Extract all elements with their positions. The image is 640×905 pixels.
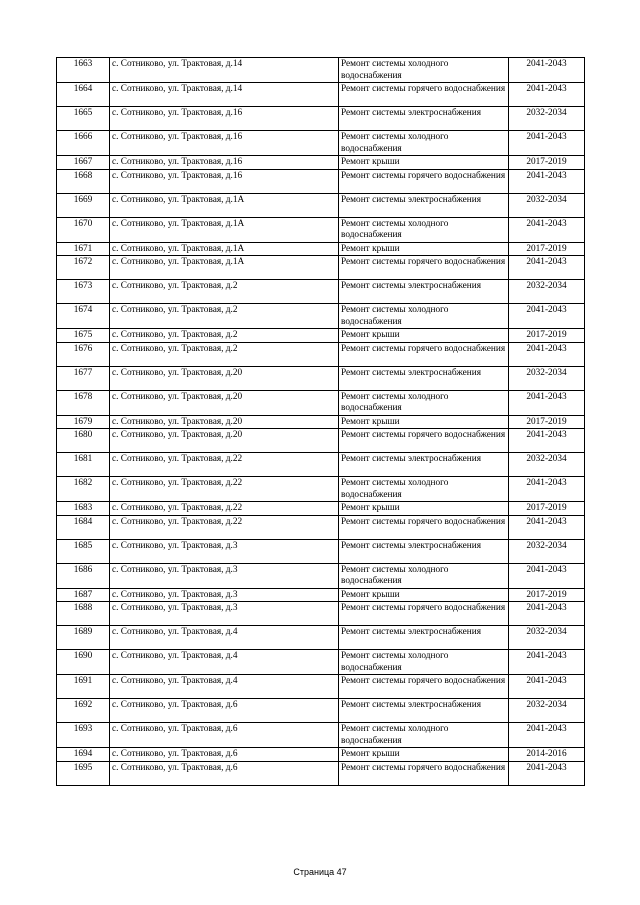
address-cell: с. Сотниково, ул. Трактовая, д.16	[110, 169, 339, 193]
table-row	[57, 602, 585, 626]
period-cell: 2041-2043	[509, 342, 585, 366]
page-number: Страница 47	[293, 867, 347, 877]
address-cell: с. Сотниково, ул. Трактовая, д.22	[110, 453, 339, 477]
address-cell: с. Сотниково, ул. Трактовая, д.16	[110, 107, 339, 131]
work-type-cell: Ремонт системы холодного водоснабжения	[339, 58, 509, 83]
period-cell: 2041-2043	[509, 723, 585, 748]
period-cell: 2032-2034	[509, 280, 585, 304]
period-cell: 2017-2019	[509, 588, 585, 602]
address-cell: с. Сотниково, ул. Трактовая, д.3	[110, 539, 339, 563]
work-type-cell: Ремонт системы горячего водоснабжения	[339, 83, 509, 107]
period-cell: 2041-2043	[509, 429, 585, 453]
period-cell: 2041-2043	[509, 83, 585, 107]
row-number-cell: 1675	[57, 329, 110, 343]
address-cell: с. Сотниково, ул. Трактовая, д.3	[110, 563, 339, 588]
row-number-cell: 1685	[57, 539, 110, 563]
row-number-cell: 1690	[57, 650, 110, 675]
row-number-cell: 1677	[57, 366, 110, 390]
address-cell: с. Сотниково, ул. Трактовая, д.3	[110, 588, 339, 602]
period-cell: 2032-2034	[509, 193, 585, 217]
work-type-cell: Ремонт системы горячего водоснабжения	[339, 515, 509, 539]
work-type-cell: Ремонт крыши	[339, 415, 509, 429]
row-number-cell: 1682	[57, 477, 110, 502]
address-cell: с. Сотниково, ул. Трактовая, д.6	[110, 723, 339, 748]
work-type-cell: Ремонт системы горячего водоснабжения	[339, 675, 509, 699]
row-number-cell: 1665	[57, 107, 110, 131]
row-number-cell: 1679	[57, 415, 110, 429]
table-body	[57, 58, 585, 786]
period-cell: 2041-2043	[509, 217, 585, 242]
row-number-cell: 1674	[57, 304, 110, 329]
period-cell: 2014-2016	[509, 748, 585, 762]
work-type-cell: Ремонт системы электроснабжения	[339, 107, 509, 131]
work-type-cell: Ремонт системы холодного водоснабжения	[339, 650, 509, 675]
address-cell: с. Сотниково, ул. Трактовая, д.20	[110, 429, 339, 453]
address-cell: с. Сотниково, ул. Трактовая, д.4	[110, 626, 339, 650]
table-row	[57, 539, 585, 563]
row-number-cell: 1671	[57, 242, 110, 256]
repair-schedule-table	[56, 57, 585, 786]
table-row	[57, 58, 585, 83]
work-type-cell: Ремонт системы электроснабжения	[339, 539, 509, 563]
row-number-cell: 1680	[57, 429, 110, 453]
work-type-cell: Ремонт крыши	[339, 242, 509, 256]
period-cell: 2041-2043	[509, 131, 585, 156]
address-cell: с. Сотниково, ул. Трактовая, д.16	[110, 156, 339, 170]
address-cell: с. Сотниково, ул. Трактовая, д.20	[110, 366, 339, 390]
table-row	[57, 699, 585, 723]
address-cell: с. Сотниково, ул. Трактовая, д.1А	[110, 242, 339, 256]
row-number-cell: 1686	[57, 563, 110, 588]
table-row	[57, 83, 585, 107]
work-type-cell: Ремонт крыши	[339, 502, 509, 516]
period-cell: 2041-2043	[509, 477, 585, 502]
work-type-cell: Ремонт системы холодного водоснабжения	[339, 131, 509, 156]
table-row	[57, 280, 585, 304]
period-cell: 2041-2043	[509, 304, 585, 329]
work-type-cell: Ремонт системы холодного водоснабжения	[339, 304, 509, 329]
row-number-cell: 1664	[57, 83, 110, 107]
row-number-cell: 1666	[57, 131, 110, 156]
table-row	[57, 453, 585, 477]
table-row	[57, 429, 585, 453]
table-row	[57, 748, 585, 762]
address-cell: с. Сотниково, ул. Трактовая, д.2	[110, 329, 339, 343]
table-row	[57, 329, 585, 343]
work-type-cell: Ремонт системы холодного водоснабжения	[339, 477, 509, 502]
table-row	[57, 390, 585, 415]
row-number-cell: 1681	[57, 453, 110, 477]
period-cell: 2041-2043	[509, 650, 585, 675]
address-cell: с. Сотниково, ул. Трактовая, д.14	[110, 83, 339, 107]
table-row	[57, 242, 585, 256]
period-cell: 2017-2019	[509, 156, 585, 170]
table-row	[57, 131, 585, 156]
row-number-cell: 1683	[57, 502, 110, 516]
work-type-cell: Ремонт системы электроснабжения	[339, 193, 509, 217]
period-cell: 2041-2043	[509, 58, 585, 83]
work-type-cell: Ремонт системы горячего водоснабжения	[339, 602, 509, 626]
work-type-cell: Ремонт крыши	[339, 588, 509, 602]
table-row	[57, 366, 585, 390]
work-type-cell: Ремонт системы холодного водоснабжения	[339, 563, 509, 588]
period-cell: 2041-2043	[509, 675, 585, 699]
row-number-cell: 1670	[57, 217, 110, 242]
address-cell: с. Сотниково, ул. Трактовая, д.20	[110, 415, 339, 429]
row-number-cell: 1692	[57, 699, 110, 723]
table-row	[57, 761, 585, 785]
table-row	[57, 193, 585, 217]
table-row	[57, 304, 585, 329]
work-type-cell: Ремонт крыши	[339, 748, 509, 762]
row-number-cell: 1678	[57, 390, 110, 415]
period-cell: 2041-2043	[509, 563, 585, 588]
row-number-cell: 1693	[57, 723, 110, 748]
period-cell: 2041-2043	[509, 515, 585, 539]
row-number-cell: 1688	[57, 602, 110, 626]
table-row	[57, 156, 585, 170]
table-row	[57, 415, 585, 429]
period-cell: 2041-2043	[509, 761, 585, 785]
address-cell: с. Сотниково, ул. Трактовая, д.6	[110, 699, 339, 723]
row-number-cell: 1669	[57, 193, 110, 217]
work-type-cell: Ремонт системы горячего водоснабжения	[339, 169, 509, 193]
row-number-cell: 1672	[57, 256, 110, 280]
table-row	[57, 626, 585, 650]
table-row	[57, 515, 585, 539]
period-cell: 2041-2043	[509, 602, 585, 626]
address-cell: с. Сотниково, ул. Трактовая, д.4	[110, 675, 339, 699]
address-cell: с. Сотниково, ул. Трактовая, д.6	[110, 748, 339, 762]
address-cell: с. Сотниково, ул. Трактовая, д.1А	[110, 193, 339, 217]
period-cell: 2017-2019	[509, 502, 585, 516]
work-type-cell: Ремонт системы электроснабжения	[339, 699, 509, 723]
row-number-cell: 1687	[57, 588, 110, 602]
period-cell: 2032-2034	[509, 366, 585, 390]
address-cell: с. Сотниково, ул. Трактовая, д.22	[110, 515, 339, 539]
table-row	[57, 502, 585, 516]
period-cell: 2032-2034	[509, 107, 585, 131]
row-number-cell: 1689	[57, 626, 110, 650]
table-row	[57, 650, 585, 675]
table-row	[57, 342, 585, 366]
work-type-cell: Ремонт крыши	[339, 329, 509, 343]
table-row	[57, 477, 585, 502]
work-type-cell: Ремонт крыши	[339, 156, 509, 170]
work-type-cell: Ремонт системы холодного водоснабжения	[339, 217, 509, 242]
address-cell: с. Сотниково, ул. Трактовая, д.1А	[110, 256, 339, 280]
table-row	[57, 588, 585, 602]
period-cell: 2032-2034	[509, 453, 585, 477]
address-cell: с. Сотниково, ул. Трактовая, д.4	[110, 650, 339, 675]
address-cell: с. Сотниково, ул. Трактовая, д.6	[110, 761, 339, 785]
row-number-cell: 1663	[57, 58, 110, 83]
work-type-cell: Ремонт системы горячего водоснабжения	[339, 256, 509, 280]
work-type-cell: Ремонт системы холодного водоснабжения	[339, 390, 509, 415]
work-type-cell: Ремонт системы холодного водоснабжения	[339, 723, 509, 748]
row-number-cell: 1667	[57, 156, 110, 170]
period-cell: 2017-2019	[509, 329, 585, 343]
table-row	[57, 217, 585, 242]
period-cell: 2041-2043	[509, 390, 585, 415]
row-number-cell: 1673	[57, 280, 110, 304]
address-cell: с. Сотниково, ул. Трактовая, д.22	[110, 477, 339, 502]
period-cell: 2041-2043	[509, 256, 585, 280]
work-type-cell: Ремонт системы электроснабжения	[339, 366, 509, 390]
work-type-cell: Ремонт системы электроснабжения	[339, 453, 509, 477]
work-type-cell: Ремонт системы горячего водоснабжения	[339, 761, 509, 785]
table-row	[57, 169, 585, 193]
address-cell: с. Сотниково, ул. Трактовая, д.1А	[110, 217, 339, 242]
row-number-cell: 1695	[57, 761, 110, 785]
work-type-cell: Ремонт системы горячего водоснабжения	[339, 429, 509, 453]
address-cell: с. Сотниково, ул. Трактовая, д.16	[110, 131, 339, 156]
row-number-cell: 1684	[57, 515, 110, 539]
period-cell: 2032-2034	[509, 699, 585, 723]
period-cell: 2041-2043	[509, 169, 585, 193]
table-row	[57, 107, 585, 131]
work-type-cell: Ремонт системы горячего водоснабжения	[339, 342, 509, 366]
row-number-cell: 1694	[57, 748, 110, 762]
period-cell: 2017-2019	[509, 415, 585, 429]
row-number-cell: 1668	[57, 169, 110, 193]
table-row	[57, 675, 585, 699]
address-cell: с. Сотниково, ул. Трактовая, д.22	[110, 502, 339, 516]
period-cell: 2032-2034	[509, 626, 585, 650]
address-cell: с. Сотниково, ул. Трактовая, д.3	[110, 602, 339, 626]
work-type-cell: Ремонт системы электроснабжения	[339, 280, 509, 304]
row-number-cell: 1691	[57, 675, 110, 699]
address-cell: с. Сотниково, ул. Трактовая, д.2	[110, 342, 339, 366]
address-cell: с. Сотниково, ул. Трактовая, д.2	[110, 280, 339, 304]
address-cell: с. Сотниково, ул. Трактовая, д.14	[110, 58, 339, 83]
period-cell: 2032-2034	[509, 539, 585, 563]
row-number-cell: 1676	[57, 342, 110, 366]
address-cell: с. Сотниково, ул. Трактовая, д.2	[110, 304, 339, 329]
address-cell: с. Сотниково, ул. Трактовая, д.20	[110, 390, 339, 415]
table-row	[57, 563, 585, 588]
work-type-cell: Ремонт системы электроснабжения	[339, 626, 509, 650]
table-row	[57, 723, 585, 748]
table-row	[57, 256, 585, 280]
period-cell: 2017-2019	[509, 242, 585, 256]
